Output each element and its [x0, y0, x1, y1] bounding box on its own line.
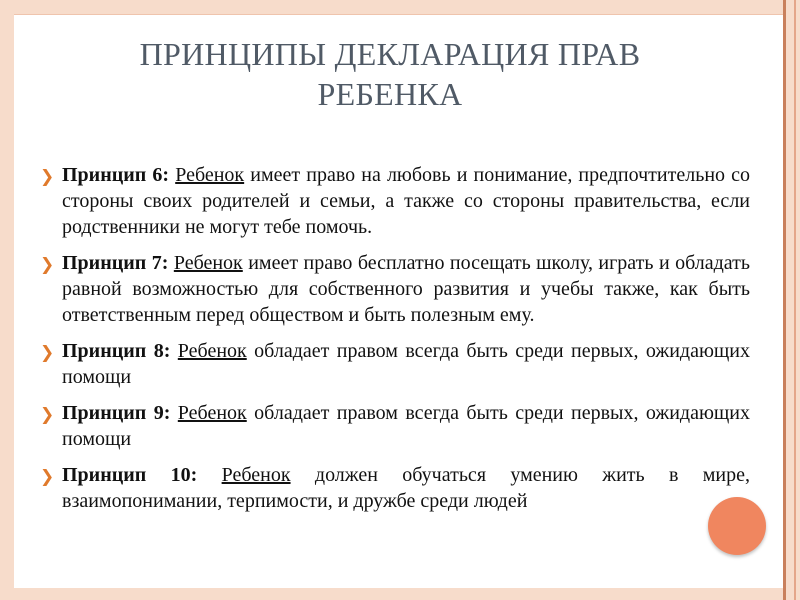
principle-text: обладает правом всегда быть среди первых, ожидающих помощи	[62, 340, 751, 388]
principle-heading: Принцип 9:	[62, 402, 171, 424]
decorative-circle	[708, 497, 766, 555]
principle-subject: Ребенок	[175, 164, 245, 186]
principle-8	[38, 338, 750, 390]
principle-heading: Принцип 8:	[62, 340, 171, 362]
bullet-icon: ❯	[40, 167, 55, 187]
principle-heading: Принцип 6:	[62, 164, 170, 186]
principles-list	[38, 162, 750, 524]
principle-subject: Ребенок	[177, 402, 247, 424]
principle-text: имеет право бесплатно посещать школу, играть и обладать равной возможностью для собственного развития и учебы также, как быть ответственным перед обществом и быть полезным ему.	[62, 252, 751, 326]
principle-heading: Принцип 10:	[62, 464, 198, 486]
bullet-icon: ❯	[40, 255, 55, 275]
principle-9	[38, 400, 750, 452]
principle-10	[38, 462, 750, 514]
principle-text: обладает правом всегда быть среди первых, ожидающих помощи	[62, 402, 751, 450]
principle-heading: Принцип 7:	[62, 252, 169, 274]
slide-title	[40, 34, 740, 114]
bullet-icon: ❯	[40, 405, 55, 425]
slide-title-line-2: РЕБЕНКА	[317, 76, 463, 112]
slide-top-edge	[14, 14, 786, 15]
bullet-icon: ❯	[40, 343, 55, 363]
principle-subject: Ребенок	[177, 340, 247, 362]
slide-title-line-1: ПРИНЦИПЫ ДЕКЛАРАЦИЯ ПРАВ	[139, 36, 641, 72]
principle-text: должен обучаться умению жить в мире, взаимопонимании, терпимости, и дружбе среди людей	[62, 464, 750, 512]
bullet-icon: ❯	[40, 467, 55, 487]
principle-6	[38, 162, 750, 240]
principle-text: имеет право на любовь и понимание, предпочтительно со стороны своих родителей и семьи, а также со стороны правительства, если родственники не могут тебе помочь.	[62, 164, 751, 238]
principle-7	[38, 250, 750, 328]
right-decorative-rail	[783, 0, 786, 600]
principle-subject: Ребенок	[221, 464, 291, 486]
principle-subject: Ребенок	[173, 252, 243, 274]
right-decorative-rail-light	[794, 0, 796, 600]
